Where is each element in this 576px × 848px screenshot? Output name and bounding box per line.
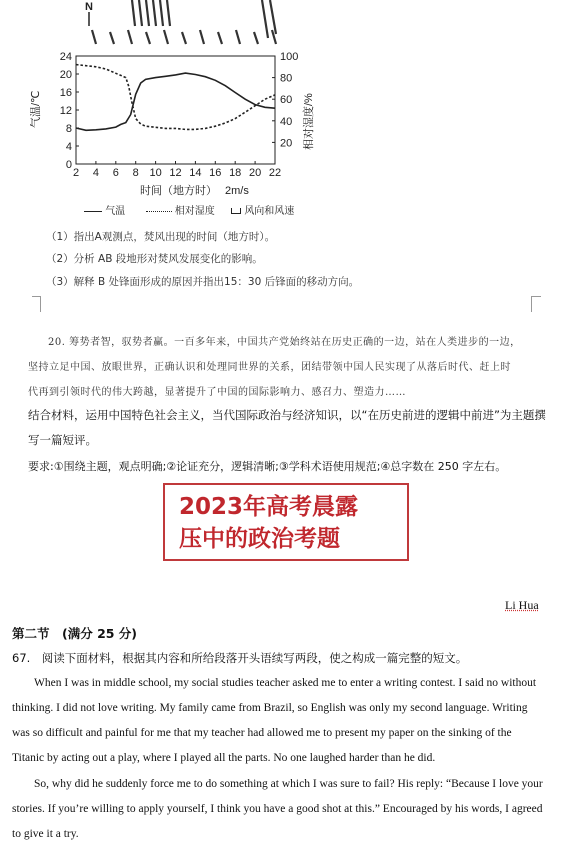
wind-barbs <box>92 0 276 44</box>
right-tick-label: 80 <box>280 72 293 85</box>
wind-barb <box>254 32 258 44</box>
stamp-line-2: 压中的政治考题 <box>179 526 340 552</box>
legend-wind-swatch <box>231 208 241 214</box>
series-temperature-line <box>76 73 275 130</box>
x-tick-label: 8 <box>132 167 139 179</box>
x-tick-label: 18 <box>229 167 242 179</box>
q20-line-3: 代再到引领时代的伟大跨越，显著提升了中国的国际影响力、感召力、塑造力…… <box>28 387 406 398</box>
x-tick-label: 2 <box>72 167 80 179</box>
left-tick-label: 24 <box>59 51 72 63</box>
right-axis-label: 相对湿度/% <box>303 93 315 150</box>
question-19-1: （1）指出A观测点，焚风出现的时间（地方时）。 <box>46 231 276 243</box>
left-axis-label: 气温/℃ <box>30 90 42 128</box>
x-axis-label: 时间（地方时） <box>140 185 217 197</box>
chart-legend <box>84 202 294 217</box>
legend-wind-label: 风向和风速 <box>244 206 295 217</box>
wind-barb <box>128 30 132 44</box>
q20-line-1: 20. 筹势者智，驭势者赢。一百多年来，中国共产党始终站在历史正确的一边，站在人类进步的一边， <box>48 337 521 348</box>
wind-barb <box>164 30 168 44</box>
q20-line-4: 结合材料，运用中国特色社会主义，当代国际政治与经济知识，以“在历史前进的逻辑中前进”为主题撰 <box>28 408 546 422</box>
x-tick-label: 6 <box>112 167 119 179</box>
wind-barb-strong <box>139 0 142 26</box>
passage-p2-line-3: to give it a try. <box>12 828 79 840</box>
crop-mark-left-h <box>32 296 41 297</box>
north-label: N <box>85 1 93 13</box>
wind-barb <box>200 30 204 44</box>
left-tick-label: 16 <box>59 87 72 99</box>
q20-line-5: 写一篇短评。 <box>28 433 97 447</box>
legend-dashed-swatch <box>146 211 172 212</box>
wind-barb-strong <box>153 0 156 26</box>
legend-temp-label: 气温 <box>105 206 126 217</box>
wind-barb-strong <box>167 0 170 26</box>
x-tick-label: 12 <box>169 167 182 179</box>
left-tick-label: 8 <box>65 123 72 135</box>
right-tick-label: 40 <box>280 115 293 128</box>
crop-mark-right-h <box>531 296 541 297</box>
legend-humidity-label: 相对湿度 <box>174 206 215 217</box>
climate-chart <box>30 0 320 200</box>
q20-requirements: 要求:①围绕主题，观点明确;②论证充分，逻辑清晰;③学科术语使用规范;④总字数在 250 字左右。 <box>28 460 507 473</box>
right-tick-label: 20 <box>280 137 293 150</box>
wind-barb-strong <box>146 0 149 26</box>
wind-barb-strong <box>262 0 268 38</box>
passage-p1-line-1: When I was in middle school, my social studies teacher asked me to enter a writing contest. I said no without <box>34 677 537 689</box>
crop-mark-left <box>40 296 41 312</box>
section-heading: 第二节 (满分 25 分) <box>12 626 138 641</box>
right-tick-label: 100 <box>280 51 299 63</box>
plot-frame <box>76 56 275 164</box>
q20-line-2: 坚持立足中国、放眼世界，正确认识和处理同世界的关系，团结带领中国人民实现了从落后时代、赶上时 <box>28 362 511 373</box>
stamp-line-1: 2023年高考晨露 <box>179 494 359 520</box>
promo-stamp <box>163 483 409 561</box>
x-tick-label: 10 <box>149 167 162 179</box>
wind-barb-strong <box>132 0 135 26</box>
crop-mark-right <box>531 296 532 312</box>
wind-barb-strong <box>270 0 276 34</box>
wind-barb <box>110 32 114 44</box>
right-tick-label: 60 <box>280 94 293 107</box>
right-axis-ticks <box>272 51 298 149</box>
wind-barb <box>92 30 96 44</box>
passage-p1-line-2: thinking. I did not love writing. My family came from Brazil, so English was only my second language. Writing <box>12 702 528 714</box>
question-67: 67. 阅读下面材料，根据其内容和所给段落开头语续写两段，使之构成一篇完整的短文。 <box>12 651 468 665</box>
x-tick-label: 4 <box>92 167 99 179</box>
x-tick-label: 20 <box>248 167 262 179</box>
wind-barb <box>236 30 240 44</box>
wind-barb <box>146 32 150 44</box>
signature: Li Hua <box>505 598 539 612</box>
passage-p1-line-4: Titanic by acting out a play, where I played all the parts. No one laughed harder than he did. <box>12 752 436 764</box>
x-tick-label: 22 <box>268 167 282 179</box>
wind-barb <box>182 32 186 44</box>
wind-barb <box>218 32 222 44</box>
left-tick-label: 20 <box>59 69 72 81</box>
question-19-3: （3）解释 B 处锋面形成的原因并指出15：30 后锋面的移动方向。 <box>46 276 360 288</box>
left-tick-label: 4 <box>65 141 72 153</box>
legend-solid-swatch <box>84 211 102 212</box>
wind-barb-strong <box>160 0 163 26</box>
x-tick-label: 14 <box>189 167 202 179</box>
question-19-2: （2）分析 AB 段地形对焚风发展变化的影响。 <box>46 253 263 265</box>
passage-p1-line-3: was so difficult and painful for me that my teacher had allowed me to present my paper on the sinking of the <box>12 727 512 739</box>
wind-unit-label: 2m/s <box>225 185 249 197</box>
x-tick-label: 16 <box>209 167 222 179</box>
passage-p2-line-2: stories. If you’re willing to apply yourself, I think you have a good shot at this.” Encouraged by his words, I agreed <box>12 803 543 815</box>
left-tick-label: 12 <box>59 105 72 117</box>
left-tick-label: 0 <box>65 159 72 171</box>
passage-p2-line-1: So, why did he suddenly force me to do something at which I was sure to fail? His reply: “Because I love your <box>34 778 543 790</box>
